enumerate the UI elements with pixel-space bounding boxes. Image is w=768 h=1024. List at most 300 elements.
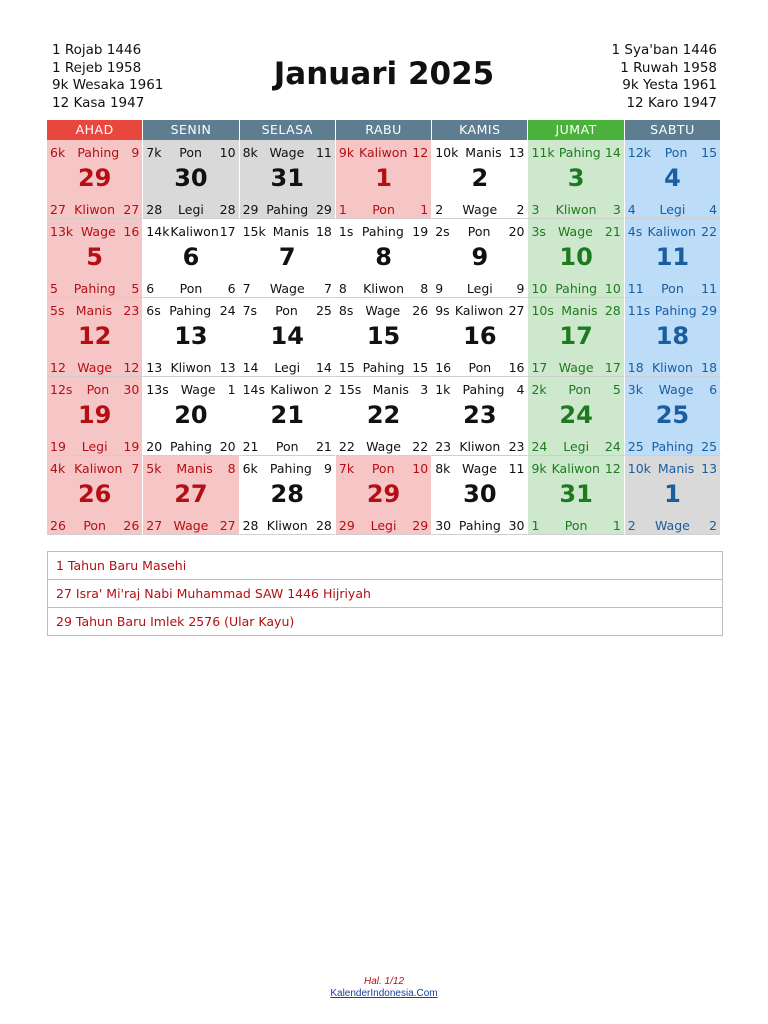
hijri-day: 25 <box>315 303 332 318</box>
pasaran-label: Kliwon <box>363 281 404 296</box>
date-number: 18 <box>655 322 690 350</box>
lunar-info-row <box>339 145 428 160</box>
lunar-day: 11k <box>531 145 555 160</box>
pasaran-label: Kaliwon <box>270 382 319 397</box>
day-cell[interactable] <box>432 219 528 298</box>
lunar-day: 4s <box>627 224 643 239</box>
pasaran-label: Manis <box>372 382 409 397</box>
hijri-day: 2 <box>323 382 332 397</box>
javanese-info-row <box>243 439 332 454</box>
hijri-day: 10 <box>412 461 429 476</box>
holiday-item: 27 Isra' Mi'raj Nabi Muhammad SAW 1446 Hijriyah <box>48 580 722 608</box>
pasaran-label: Kliwon <box>266 518 308 533</box>
saka-day: 14 <box>315 360 332 375</box>
hijri-day: 22 <box>701 224 718 239</box>
javanese-info-row <box>146 281 235 296</box>
saka-day: 28 <box>219 202 236 217</box>
lunar-info-row <box>531 145 620 160</box>
hijri-day: 7 <box>131 461 140 476</box>
day-cell[interactable] <box>432 377 528 456</box>
header-right-dates <box>612 42 717 112</box>
javanese-info-row <box>339 360 428 375</box>
day-cell[interactable] <box>240 298 336 377</box>
lunar-info-row <box>243 303 332 318</box>
lunar-info-row <box>531 461 620 476</box>
saka-day: 20 <box>219 439 236 454</box>
javanese-day: 6 <box>146 281 155 296</box>
day-cell[interactable] <box>336 377 432 456</box>
hijri-day: 28 <box>604 303 621 318</box>
lunar-day: 9s <box>435 303 450 318</box>
saka-day: 2 <box>516 202 525 217</box>
lunar-info-row <box>531 382 620 397</box>
javanese-info-row <box>243 281 332 296</box>
hijri-day: 16 <box>123 224 140 239</box>
pasaran-label: Pon <box>179 145 202 160</box>
pasaran-label: Pahing <box>462 382 505 397</box>
day-cell[interactable] <box>336 298 432 377</box>
lunar-day: 6k <box>242 461 258 476</box>
date-number: 23 <box>463 401 497 429</box>
javanese-day: 21 <box>242 439 259 454</box>
lunar-info-row <box>243 145 332 160</box>
hijri-day: 4 <box>516 382 525 397</box>
lunar-day: 12k <box>627 145 651 160</box>
day-cell[interactable] <box>432 298 528 377</box>
javanese-day: 1 <box>338 202 347 217</box>
pasaran-label: Kliwon <box>555 202 597 217</box>
lunar-info-row <box>628 303 717 318</box>
day-cell[interactable] <box>625 377 721 456</box>
hijri-day: 30 <box>123 382 140 397</box>
hijri-day: 11 <box>508 461 525 476</box>
date-number: 31 <box>270 164 304 192</box>
pasaran-label: Wage <box>269 281 305 296</box>
day-cell[interactable] <box>143 219 239 298</box>
day-cell[interactable] <box>528 377 624 456</box>
weekday-rabu: RABU <box>336 120 432 140</box>
date-number: 30 <box>174 164 208 192</box>
lunar-day: 14s <box>242 382 266 397</box>
day-cell[interactable] <box>528 298 624 377</box>
pasaran-label: Pon <box>568 382 592 397</box>
date-number: 29 <box>77 164 112 192</box>
javanese-day: 5 <box>50 281 58 296</box>
date-number: 17 <box>559 322 593 350</box>
lunar-info-row <box>435 382 524 397</box>
lunar-info-row <box>435 145 524 160</box>
lunar-day: 8k <box>435 461 451 476</box>
date-number: 13 <box>174 322 208 350</box>
saka-day: 23 <box>508 439 525 454</box>
page-number: Hal. 1/12 <box>363 976 405 987</box>
lunar-day: 9k <box>531 461 547 476</box>
saka-day: 27 <box>219 518 236 533</box>
saka-day: 7 <box>323 281 332 296</box>
hijri-day: 13 <box>508 145 525 160</box>
pasaran-label: Pon <box>83 518 106 533</box>
day-cell[interactable] <box>432 140 528 219</box>
javanese-info-row <box>435 281 524 296</box>
saka-day: 11 <box>701 281 718 296</box>
javanese-day: 26 <box>50 518 66 533</box>
saka-day: 29 <box>412 518 429 533</box>
javanese-info-row <box>628 439 717 454</box>
javanese-info-row <box>50 281 139 296</box>
lunar-day: 10k <box>627 461 651 476</box>
date-number: 1 <box>375 164 392 192</box>
javanese-info-row <box>50 202 139 217</box>
lunar-day: 1s <box>338 224 354 239</box>
hijri-date: 1 Sya'ban 1446 <box>611 42 717 58</box>
pasaran-label: Legi <box>81 439 108 454</box>
pranata-mangsa-date: 12 Kasa 1947 <box>52 94 145 111</box>
lunar-info-row <box>50 303 139 318</box>
weekday-header <box>47 120 721 140</box>
pasaran-label: Wage <box>462 461 497 476</box>
javanese-info-row <box>435 202 524 217</box>
lunar-info-row <box>435 303 524 318</box>
javanese-date: 1 Rejeb 1958 <box>52 59 142 76</box>
saka-day: 24 <box>604 439 621 454</box>
saka-day: 3 <box>612 202 621 217</box>
javanese-info-row <box>146 360 235 375</box>
saka-day: 12 <box>123 360 140 375</box>
weekday-ahad: AHAD <box>47 120 143 140</box>
lunar-day: 8s <box>338 303 354 318</box>
javanese-day: 19 <box>50 439 66 454</box>
date-number: 24 <box>559 401 593 429</box>
pasaran-label: Wage <box>658 382 694 397</box>
javanese-info-row <box>339 439 428 454</box>
pasaran-label: Pahing <box>362 360 405 375</box>
hijri-day: 29 <box>701 303 718 318</box>
day-cell[interactable] <box>47 377 143 456</box>
javanese-info-row <box>339 202 428 217</box>
javanese-day: 27 <box>146 518 163 533</box>
lunar-day: 8k <box>242 145 258 160</box>
lunar-info-row <box>339 224 428 239</box>
day-cell[interactable] <box>432 456 528 535</box>
date-number: 21 <box>270 401 304 429</box>
pasaran-label: Pahing <box>555 281 598 296</box>
date-number: 22 <box>366 401 401 429</box>
day-cell[interactable] <box>528 456 624 535</box>
date-number: 3 <box>567 164 585 192</box>
javanese-info-row <box>339 518 428 533</box>
pasaran-label: Wage <box>180 382 216 397</box>
javanese-info-row <box>628 202 717 217</box>
javanese-info-row <box>435 360 524 375</box>
saka-day: 5 <box>131 281 140 296</box>
date-number: 5 <box>86 243 103 271</box>
hijri-day: 9 <box>131 145 140 160</box>
javanese-day: 29 <box>242 202 259 217</box>
calendar-weeks <box>47 140 721 535</box>
lunar-day: 15k <box>242 224 266 239</box>
pasaran-label: Pon <box>371 461 395 476</box>
day-cell[interactable] <box>625 456 721 535</box>
lunar-day: 10k <box>435 145 459 160</box>
pasaran-label: Pahing <box>558 145 601 160</box>
date-number: 14 <box>270 322 304 350</box>
date-number: 26 <box>77 480 112 508</box>
hijri-day: 18 <box>315 224 332 239</box>
saka-day: 29 <box>315 202 332 217</box>
day-cell[interactable] <box>625 298 721 377</box>
saka-day: 6 <box>227 281 236 296</box>
hijri-day: 19 <box>412 224 429 239</box>
date-number: 11 <box>655 243 690 271</box>
javanese-info-row <box>243 360 332 375</box>
pasaran-label: Kliwon <box>74 202 116 217</box>
hijri-day: 27 <box>508 303 525 318</box>
pasaran-label: Legi <box>659 202 686 217</box>
saka-day: 27 <box>123 202 140 217</box>
lunar-day: 5s <box>50 303 65 318</box>
lunar-day: 12s <box>50 382 73 397</box>
lunar-day: 4k <box>50 461 66 476</box>
pasaran-label: Wage <box>77 360 113 375</box>
javanese-info-row <box>628 360 717 375</box>
day-cell[interactable] <box>528 219 624 298</box>
weekday-sabtu: SABTU <box>625 120 721 140</box>
pasaran-label: Legi <box>563 439 590 454</box>
lunar-info-row <box>628 461 717 476</box>
hijri-day: 12 <box>604 461 621 476</box>
pasaran-label: Manis <box>272 224 310 239</box>
javanese-date: 1 Ruwah 1958 <box>620 59 717 76</box>
saka-day: 17 <box>604 360 621 375</box>
pasaran-label: Wage <box>173 518 209 533</box>
hijri-day: 6 <box>709 382 718 397</box>
lunar-info-row <box>628 382 717 397</box>
lunar-info-row <box>628 224 717 239</box>
date-number: 12 <box>77 322 112 350</box>
hijri-date: 1 Rojab 1446 <box>52 42 142 58</box>
hijri-day: 26 <box>412 303 429 318</box>
saka-day: 10 <box>604 281 621 296</box>
pasaran-label: Manis <box>657 461 695 476</box>
pasaran-label: Pahing <box>651 439 694 454</box>
pasaran-label: Pahing <box>458 518 501 533</box>
date-number: 10 <box>559 243 593 271</box>
javanese-day: 29 <box>338 518 355 533</box>
hijri-day: 1 <box>227 382 236 397</box>
javanese-day: 24 <box>531 439 548 454</box>
day-cell[interactable] <box>336 140 432 219</box>
javanese-day: 14 <box>242 360 259 375</box>
hijri-day: 23 <box>123 303 140 318</box>
calendar-grid <box>47 120 721 535</box>
javanese-day: 30 <box>435 518 452 533</box>
pasaran-label: Wage <box>366 439 401 454</box>
lunar-day: 13k <box>50 224 74 239</box>
day-cell[interactable] <box>625 140 721 219</box>
saka-day: 15 <box>412 360 429 375</box>
date-number: 30 <box>463 480 497 508</box>
pasaran-label: Manis <box>176 461 213 476</box>
lunar-info-row <box>531 303 620 318</box>
hijri-day: 8 <box>227 461 236 476</box>
lunar-info-row <box>146 224 235 239</box>
pasaran-label: Pon <box>468 360 492 375</box>
pasaran-label: Pon <box>564 518 588 533</box>
site-link[interactable]: KalenderIndonesia.Com <box>330 988 438 999</box>
day-cell[interactable] <box>240 219 336 298</box>
lunar-info-row <box>50 461 139 476</box>
day-cell[interactable] <box>143 377 239 456</box>
javanese-info-row <box>628 281 717 296</box>
javanese-info-row <box>146 439 235 454</box>
weekday-selasa: SELASA <box>240 120 336 140</box>
pasaran-label: Kaliwon <box>358 145 408 160</box>
javanese-day: 2 <box>627 518 636 533</box>
pasaran-label: Kaliwon <box>551 461 600 476</box>
date-number: 8 <box>375 243 392 271</box>
javanese-day: 12 <box>50 360 66 375</box>
pasaran-label: Wage <box>655 518 690 533</box>
date-number: 4 <box>664 164 681 192</box>
weekday-senin: SENIN <box>143 120 239 140</box>
day-cell[interactable] <box>47 456 143 535</box>
pasaran-label: Kliwon <box>170 360 212 375</box>
pasaran-label: Manis <box>75 303 113 318</box>
saka-date: 9k Yesta 1961 <box>622 77 717 93</box>
pasaran-label: Pahing <box>77 145 120 160</box>
saka-day: 30 <box>508 518 525 533</box>
pasaran-label: Pon <box>275 303 298 318</box>
date-number: 15 <box>366 322 401 350</box>
pasaran-label: Kaliwon <box>647 224 696 239</box>
date-number: 16 <box>463 322 497 350</box>
hijri-day: 5 <box>612 382 621 397</box>
pasaran-label: Kliwon <box>651 360 693 375</box>
javanese-day: 25 <box>627 439 644 454</box>
hijri-day: 21 <box>604 224 621 239</box>
pasaran-label: Kaliwon <box>454 303 504 318</box>
javanese-info-row <box>146 202 235 217</box>
javanese-day: 18 <box>627 360 644 375</box>
day-cell[interactable] <box>336 456 432 535</box>
javanese-info-row <box>243 202 332 217</box>
javanese-info-row <box>628 518 717 533</box>
pasaran-label: Pon <box>86 382 110 397</box>
saka-day: 21 <box>315 439 332 454</box>
day-cell[interactable] <box>240 140 336 219</box>
lunar-info-row <box>435 224 524 239</box>
javanese-day: 17 <box>531 360 548 375</box>
javanese-day: 16 <box>435 360 452 375</box>
lunar-info-row <box>339 461 428 476</box>
day-cell[interactable] <box>47 140 143 219</box>
hijri-day: 3 <box>420 382 429 397</box>
hijri-day: 9 <box>323 461 332 476</box>
pasaran-label: Pahing <box>170 439 212 454</box>
hijri-day: 14 <box>604 145 621 160</box>
javanese-info-row <box>50 360 139 375</box>
day-cell[interactable] <box>143 140 239 219</box>
javanese-info-row <box>531 518 620 533</box>
lunar-day: 9k <box>338 145 355 160</box>
date-number: 25 <box>655 401 690 429</box>
pasaran-label: Pon <box>661 281 684 296</box>
saka-day: 9 <box>516 281 525 296</box>
day-cell[interactable] <box>143 298 239 377</box>
javanese-info-row <box>50 439 139 454</box>
hijri-day: 12 <box>412 145 429 160</box>
holiday-item: 29 Tahun Baru Imlek 2576 (Ular Kayu) <box>56 614 295 629</box>
javanese-info-row <box>435 518 524 533</box>
pasaran-label: Manis <box>465 145 502 160</box>
pasaran-label: Pahing <box>654 303 697 318</box>
saka-day: 16 <box>508 360 525 375</box>
pasaran-label: Manis <box>561 303 598 318</box>
pasaran-label: Kliwon <box>459 439 501 454</box>
lunar-info-row <box>50 145 139 160</box>
javanese-info-row <box>243 518 332 533</box>
pasaran-label: Pahing <box>266 202 309 217</box>
pasaran-label: Legi <box>274 360 301 375</box>
javanese-day: 7 <box>242 281 251 296</box>
javanese-day: 13 <box>146 360 163 375</box>
javanese-day: 28 <box>242 518 259 533</box>
day-cell[interactable] <box>47 219 143 298</box>
holiday-list <box>47 551 723 636</box>
lunar-day: 7k <box>146 145 162 160</box>
javanese-day: 23 <box>435 439 452 454</box>
day-cell[interactable] <box>625 219 721 298</box>
hijri-day: 11 <box>315 145 332 160</box>
date-number: 20 <box>174 401 208 429</box>
lunar-day: 2s <box>435 224 450 239</box>
javanese-day: 8 <box>338 281 347 296</box>
lunar-info-row <box>50 382 139 397</box>
day-cell[interactable] <box>240 456 336 535</box>
saka-day: 26 <box>123 518 140 533</box>
day-cell[interactable] <box>528 140 624 219</box>
pasaran-label: Wage <box>80 224 116 239</box>
pasaran-label: Pon <box>664 145 688 160</box>
javanese-day: 27 <box>50 202 66 217</box>
lunar-info-row <box>243 461 332 476</box>
day-cell[interactable] <box>143 456 239 535</box>
lunar-day: 13s <box>146 382 169 397</box>
pasaran-label: Legi <box>466 281 493 296</box>
lunar-info-row <box>435 461 524 476</box>
pasaran-label: Pon <box>372 202 395 217</box>
date-number: 28 <box>270 480 304 508</box>
date-number: 27 <box>174 480 208 508</box>
saka-day: 18 <box>701 360 718 375</box>
pasaran-label: Wage <box>365 303 401 318</box>
date-number: 9 <box>471 243 489 271</box>
lunar-day: 10s <box>531 303 554 318</box>
javanese-info-row <box>531 202 620 217</box>
pasaran-label: Pahing <box>269 461 312 476</box>
day-cell[interactable] <box>47 298 143 377</box>
hijri-day: 10 <box>219 145 236 160</box>
javanese-day: 15 <box>338 360 355 375</box>
lunar-day: 6k <box>50 145 66 160</box>
hijri-day: 15 <box>701 145 718 160</box>
javanese-day: 20 <box>146 439 163 454</box>
day-cell[interactable] <box>336 219 432 298</box>
day-cell[interactable] <box>240 377 336 456</box>
javanese-info-row <box>146 518 235 533</box>
pasaran-label: Pon <box>275 439 299 454</box>
hijri-day: 17 <box>219 224 236 239</box>
